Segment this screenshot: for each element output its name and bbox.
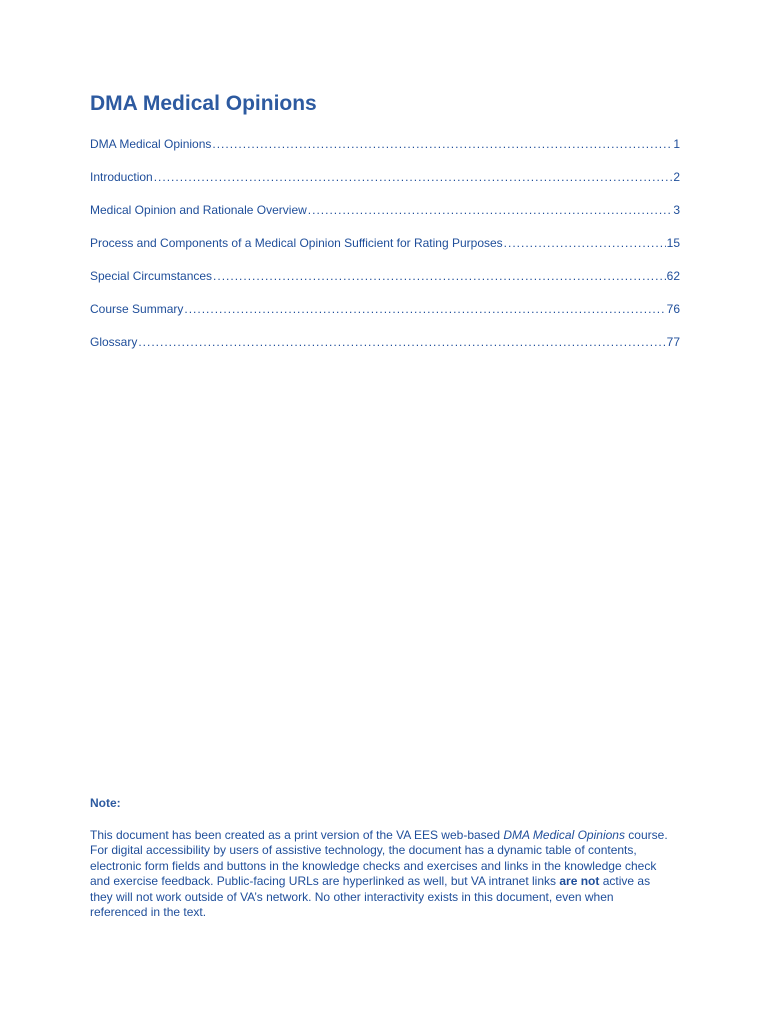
toc-dot-leader [184,301,665,317]
toc-entry-dma-medical-opinions[interactable] [90,136,680,169]
toc-entry-label: Introduction [90,170,153,184]
toc-entry-glossary[interactable] [90,334,680,367]
toc-entry-label: Special Circumstances [90,269,213,283]
toc-page-number: 2 [673,170,680,184]
note-paragraph [90,828,670,920]
toc-dot-leader [213,268,666,284]
toc-entry-course-summary[interactable] [90,301,680,334]
toc-entry-label: DMA Medical Opinions [90,137,212,151]
toc-entry-label: Medical Opinion and Rationale Overview [90,203,307,217]
toc-page-number: 15 [666,236,680,250]
toc-page-number: 77 [666,335,680,349]
note-course-name: DMA Medical Opinions [503,828,625,842]
toc-dot-leader [154,169,673,185]
note-emphasis: are not [559,874,600,889]
toc-page-number: 76 [666,302,680,316]
note-text-part-1: This document has been created as a print version of the VA EES web-based [90,828,504,842]
toc-dot-leader [212,136,672,152]
table-of-contents [90,136,680,367]
toc-entry-process-and-components[interactable] [90,235,680,268]
toc-dot-leader [308,202,673,218]
toc-entry-special-circumstances[interactable] [90,268,680,301]
page-title: DMA Medical Opinions [90,92,317,115]
toc-entry-medical-opinion-overview[interactable] [90,202,680,235]
toc-page-number: 3 [673,203,680,217]
toc-entry-label: Glossary [90,335,138,349]
toc-page-number: 1 [673,137,680,151]
toc-page-number: 62 [666,269,680,283]
toc-entry-label: Course Summary [90,302,184,316]
toc-entry-introduction[interactable] [90,169,680,202]
toc-dot-leader [504,235,666,251]
note-text-part-3: active as they will not work outside of VA’s network. No other interactivity exists in this document, even when referenced in the text. [90,874,651,920]
toc-entry-label: Process and Components of a Medical Opinion Sufficient for Rating Purposes [90,236,503,250]
toc-dot-leader [138,334,665,350]
note-heading: Note: [90,796,121,810]
note-text-part-2: course. For digital accessibility by users of assistive technology, the document has a dynamic table of contents, electronic form fields and buttons in the knowledge checks and exercises and links in the knowledge check and exercise feedback. Public-facing URLs are hyperlinked as well, but VA intranet links [90,828,668,889]
